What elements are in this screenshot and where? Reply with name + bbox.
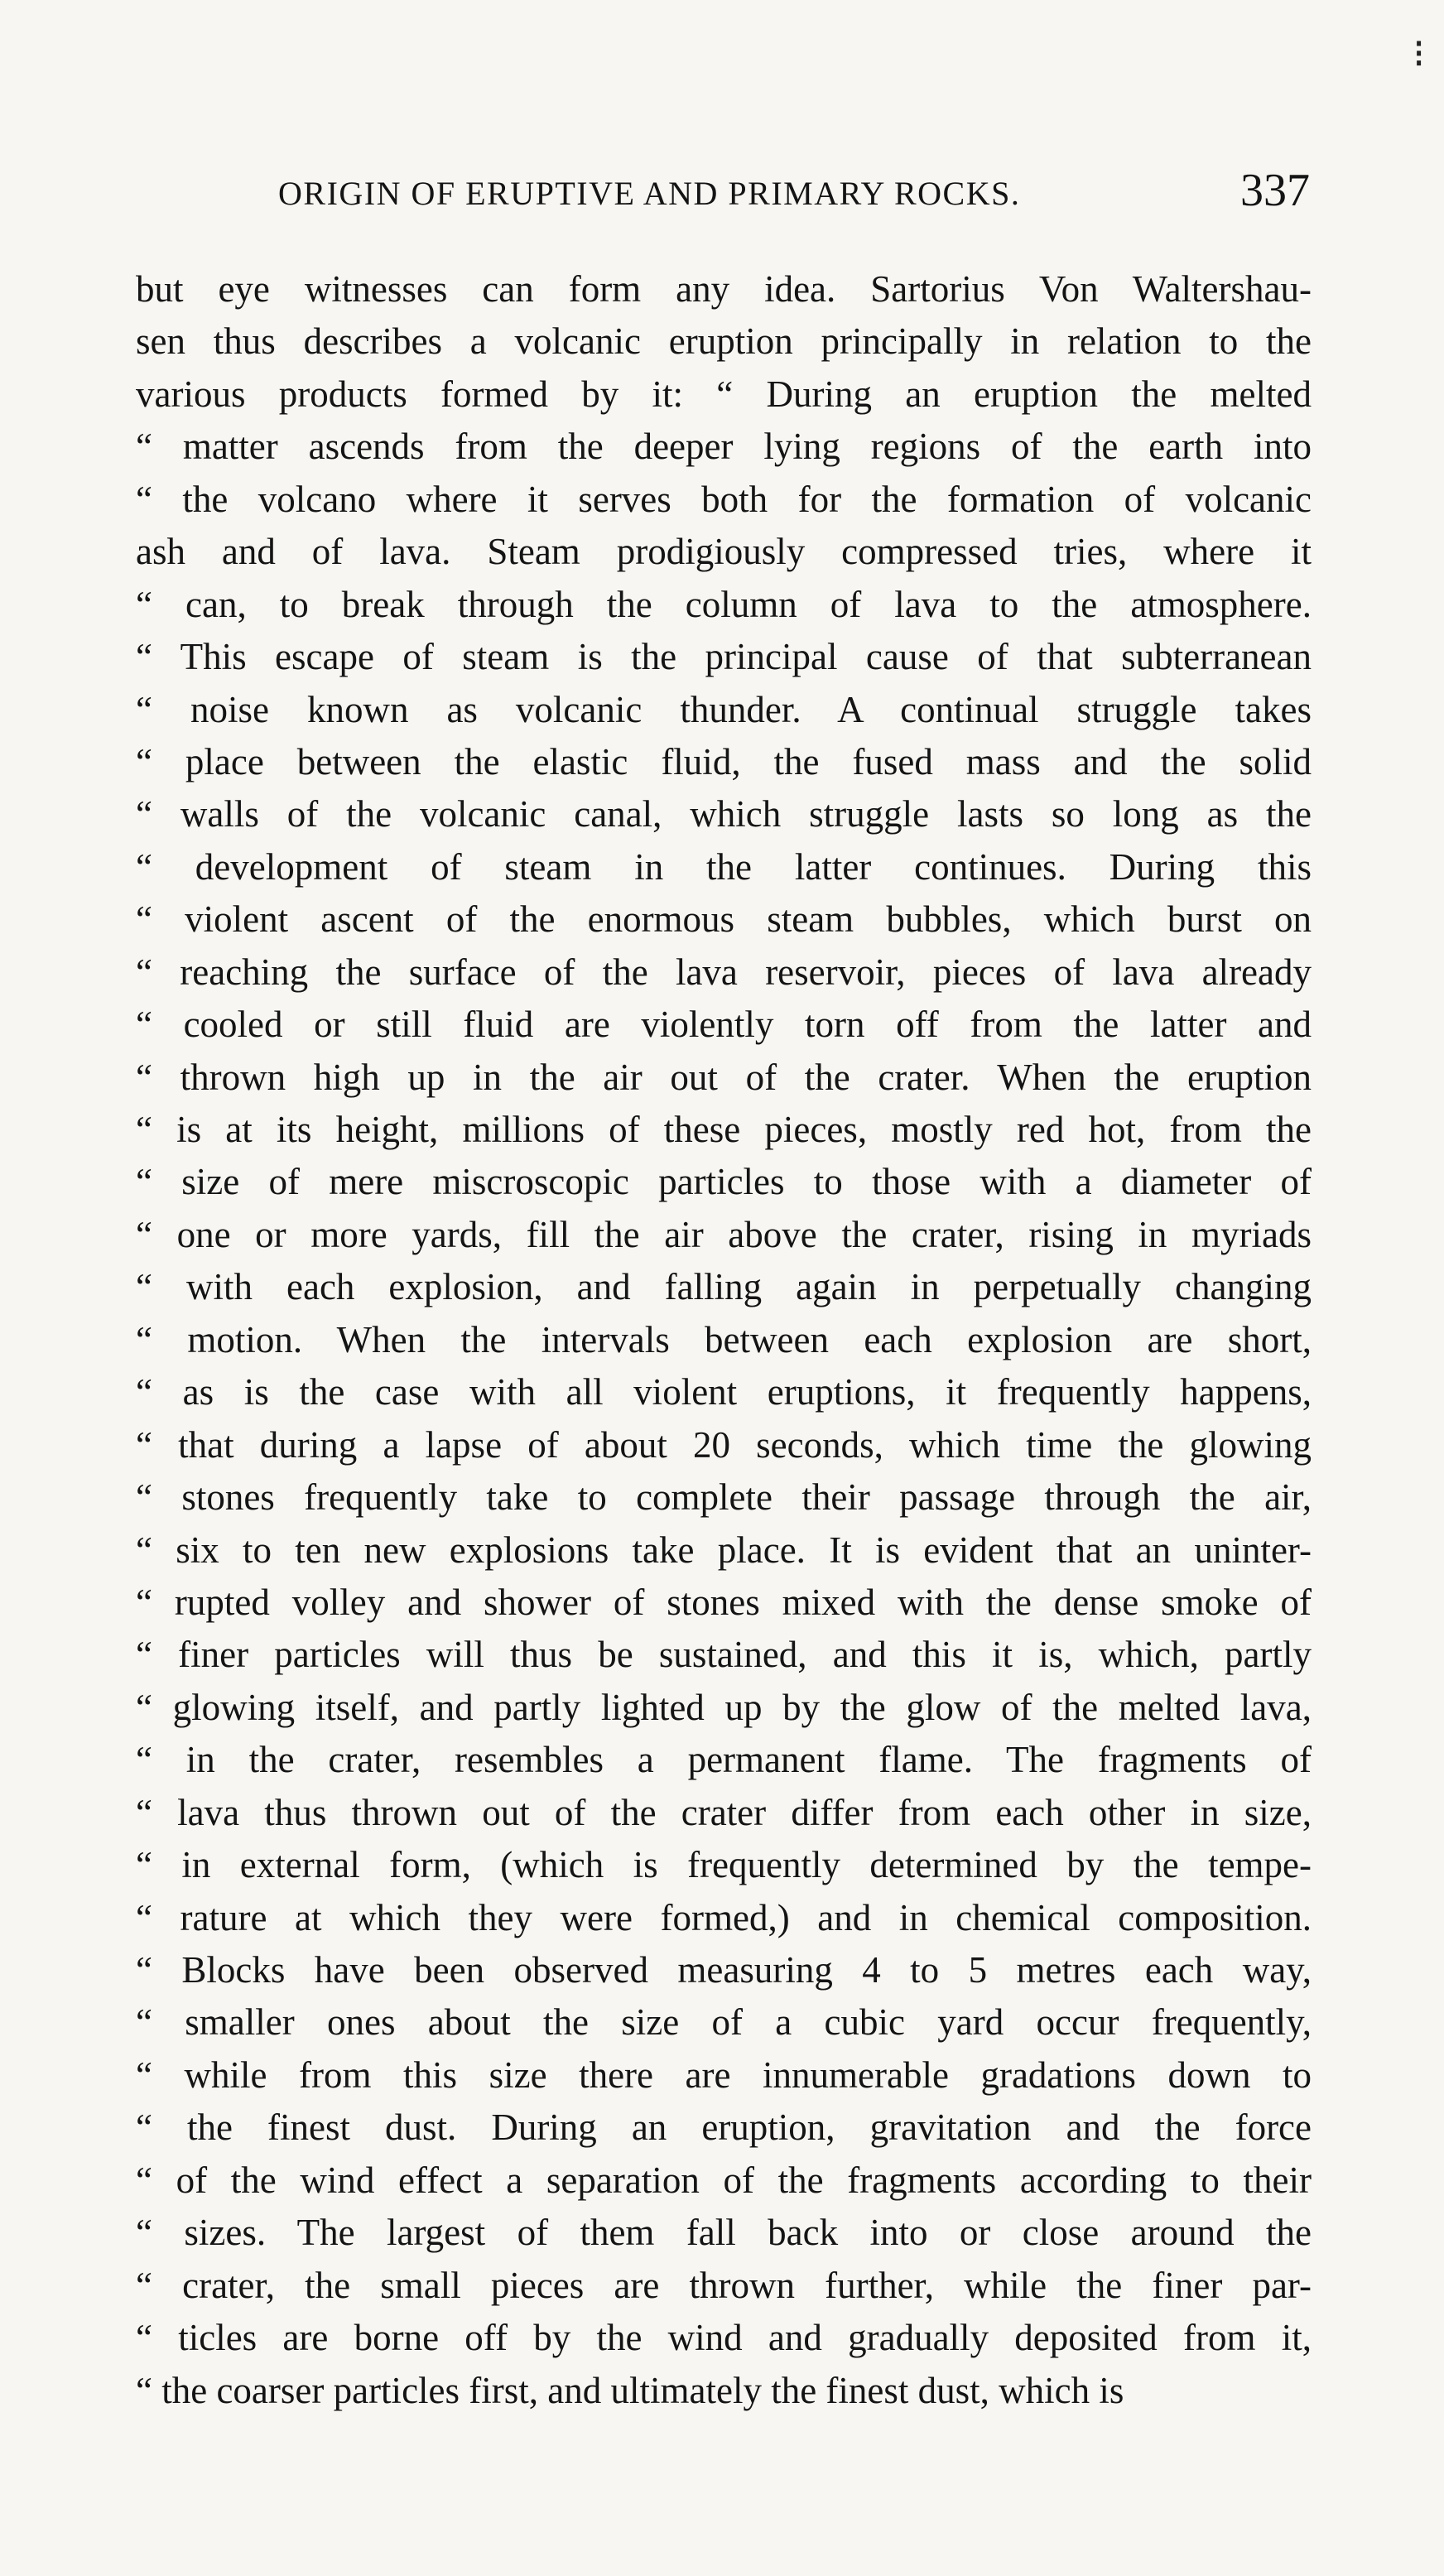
edge-mark: ⁝ — [1413, 32, 1426, 76]
text-line: “ in the crater, resembles a permanent flame. The fragments of — [136, 1739, 1312, 1781]
text-line: “ the finest dust. During an eruption, gravitation and the force — [136, 2107, 1312, 2149]
running-head — [278, 164, 1310, 214]
text-line: “ sizes. The largest of them fall back into or close around the — [136, 2212, 1312, 2254]
text-line: “ crater, the small pieces are thrown further, while the finer par- — [136, 2264, 1312, 2306]
text-line: “ size of mere miscroscopic particles to those with a diameter of — [136, 1161, 1312, 1203]
text-line: “ violent ascent of the enormous steam bubbles, which burst on — [136, 898, 1312, 941]
text-line: “ in external form, (which is frequently determined by the tempe- — [136, 1844, 1312, 1886]
text-line: “ finer particles will thus be sustained, and this it is, which, partly — [136, 1634, 1312, 1676]
text-line: “ cooled or still fluid are violently torn off from the latter and — [136, 1004, 1312, 1046]
text-line: sen thus describes a volcanic eruption principally in relation to the — [136, 320, 1312, 363]
running-title: ORIGIN OF ERUPTIVE AND PRIMARY ROCKS. — [278, 175, 1021, 212]
text-line: “ six to ten new explosions take place. It is evident that an uninter- — [136, 1529, 1312, 1571]
text-line: “ Blocks have been observed measuring 4 to 5 metres each way, — [136, 1949, 1312, 1991]
text-line: “ lava thus thrown out of the crater differ from each other in size, — [136, 1791, 1312, 1833]
text-line: “ that during a lapse of about 20 seconds, which time the glowing — [136, 1423, 1312, 1466]
text-line: “ stones frequently take to complete their passage through the air, — [136, 1476, 1312, 1519]
text-line: “ one or more yards, fill the air above the crater, rising in myriads — [136, 1213, 1312, 1255]
text-line: “ motion. When the intervals between each explosion are short, — [136, 1318, 1312, 1360]
text-line: “ glowing itself, and partly lighted up by the glow of the melted lava, — [136, 1686, 1312, 1728]
text-line: “ matter ascends from the deeper lying regions of the earth into — [136, 426, 1312, 468]
body-text — [136, 263, 1312, 2417]
text-line: “ ticles are borne off by the wind and gradually deposited from it, — [136, 2317, 1312, 2359]
text-line: “ the coarser particles first, and ultimately the finest dust, which is — [136, 2369, 1124, 2411]
text-line: “ thrown high up in the air out of the crater. When the eruption — [136, 1056, 1312, 1098]
text-line: “ reaching the surface of the lava reservoir, pieces of lava already — [136, 951, 1312, 993]
text-line: “ smaller ones about the size of a cubic yard occur frequently, — [136, 2001, 1312, 2044]
page-number: 337 — [1240, 165, 1310, 216]
text-line: “ the volcano where it serves both for the formation of volcanic — [136, 478, 1312, 520]
text-line: various products formed by it: “ During an eruption the melted — [136, 373, 1312, 415]
text-line: “ rature at which they were formed,) and in chemical composition. — [136, 1896, 1312, 1938]
text-line: “ place between the elastic fluid, the fused mass and the solid — [136, 740, 1312, 782]
text-line: “ walls of the volcanic canal, which struggle lasts so long as the — [136, 793, 1312, 835]
text-line: “ is at its height, millions of these pieces, mostly red hot, from the — [136, 1109, 1312, 1150]
text-line: “ noise known as volcanic thunder. A continual struggle takes — [136, 688, 1312, 730]
text-line: “ of the wind effect a separation of the fragments according to their — [136, 2159, 1312, 2201]
text-line: “ as is the case with all violent eruptions, it frequently happens, — [136, 1371, 1312, 1413]
text-line: but eye witnesses can form any idea. Sartorius Von Waltershau- — [136, 268, 1312, 310]
text-line: ash and of lava. Steam prodigiously compressed tries, where it — [136, 531, 1312, 573]
text-line: “ development of steam in the latter continues. During this — [136, 845, 1312, 888]
text-line: “ can, to break through the column of lava to the atmosphere. — [136, 583, 1312, 625]
text-line: “ This escape of steam is the principal cause of that subterranean — [136, 636, 1312, 678]
text-line: “ with each explosion, and falling again in perpetually changing — [136, 1266, 1312, 1308]
text-line: “ while from this size there are innumerable gradations down to — [136, 2054, 1312, 2096]
text-line: “ rupted volley and shower of stones mixed with the dense smoke of — [136, 1581, 1312, 1623]
